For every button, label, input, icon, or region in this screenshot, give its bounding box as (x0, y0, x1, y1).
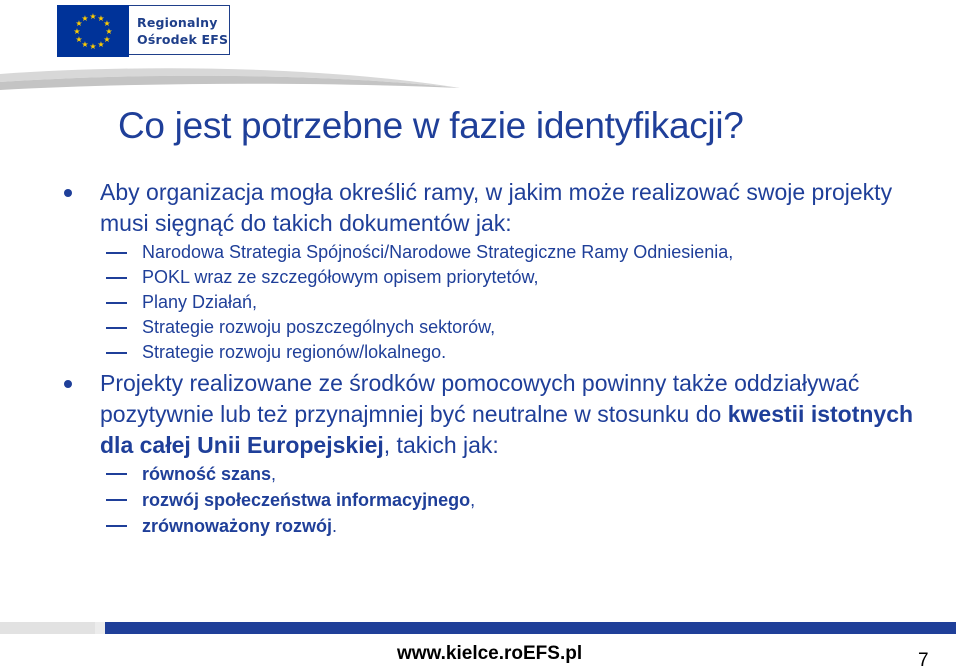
svg-text:★: ★ (81, 40, 89, 49)
svg-text:★: ★ (89, 12, 97, 21)
list-item: Strategie rozwoju regionów/lokalnego. (106, 340, 940, 365)
svg-text:★: ★ (97, 40, 105, 49)
eu-flag-icon (57, 5, 129, 57)
logo-line-1: Regionalny (137, 15, 218, 30)
list-item-rest: , (271, 464, 277, 484)
list-item-bold: równość szans (142, 464, 272, 484)
svg-text:★: ★ (105, 27, 113, 36)
svg-text:★: ★ (73, 27, 81, 36)
list-item: Strategie rozwoju poszczególnych sektorów, (106, 315, 940, 340)
logo-text (129, 5, 230, 55)
svg-text:★: ★ (97, 14, 105, 23)
svg-text:★: ★ (89, 42, 97, 51)
bullet-documents-text: Aby organizacja mogła określić ramy, w jakim może realizować swoje projekty musi sięgnąć do takich dokumentów jak: (100, 179, 893, 236)
logo-line-2: Ośrodek EFS (137, 32, 229, 47)
slide-content (60, 177, 940, 539)
list-item-rest: , (470, 490, 476, 510)
bullet-eu-text-before: Projekty realizowane ze środków pomocowych powinny także oddziaływać pozytywnie lub też przynajmniej być neutralne w stosunku do (100, 370, 860, 427)
list-item: Plany Działań, (106, 290, 940, 315)
list-item: Narodowa Strategia Spójności/Narodowe Strategiczne Ramy Odniesienia, (106, 240, 940, 265)
documents-list (60, 240, 940, 365)
svg-text:★: ★ (103, 35, 111, 44)
bullet-eu-issues (60, 368, 940, 461)
list-item-bold: rozwój społeczeństwa informacyjnego (142, 490, 471, 510)
list-item: POKL wraz ze szczegółowym opisem priorytetów, (106, 265, 940, 290)
svg-text:★: ★ (81, 14, 89, 23)
footer-url: www.kielce.roEFS.pl (397, 643, 583, 664)
bullet-documents (60, 177, 940, 239)
eu-issues-list (60, 461, 940, 539)
svg-text:★: ★ (75, 19, 83, 28)
svg-text:★: ★ (103, 19, 111, 28)
bullet-eu-text-bold: kwestii istotnych dla całej Unii Europejskiej (100, 401, 914, 458)
list-item (106, 461, 940, 487)
footer-bar-blue (105, 622, 956, 634)
list-item-rest: . (332, 516, 338, 536)
bullet-eu-text-after: , takich jak: (383, 432, 499, 458)
header-swoosh (0, 60, 959, 100)
svg-text:★: ★ (75, 35, 83, 44)
list-item-bold: zrównoważony rozwój (142, 516, 333, 536)
ros-efs-logo (57, 5, 232, 57)
list-item (106, 487, 940, 513)
list-item (106, 513, 940, 539)
slide-title: Co jest potrzebne w fazie identyfikacji? (118, 105, 744, 146)
footer-bar-grey (0, 622, 110, 634)
page-number: 7 (918, 650, 929, 671)
